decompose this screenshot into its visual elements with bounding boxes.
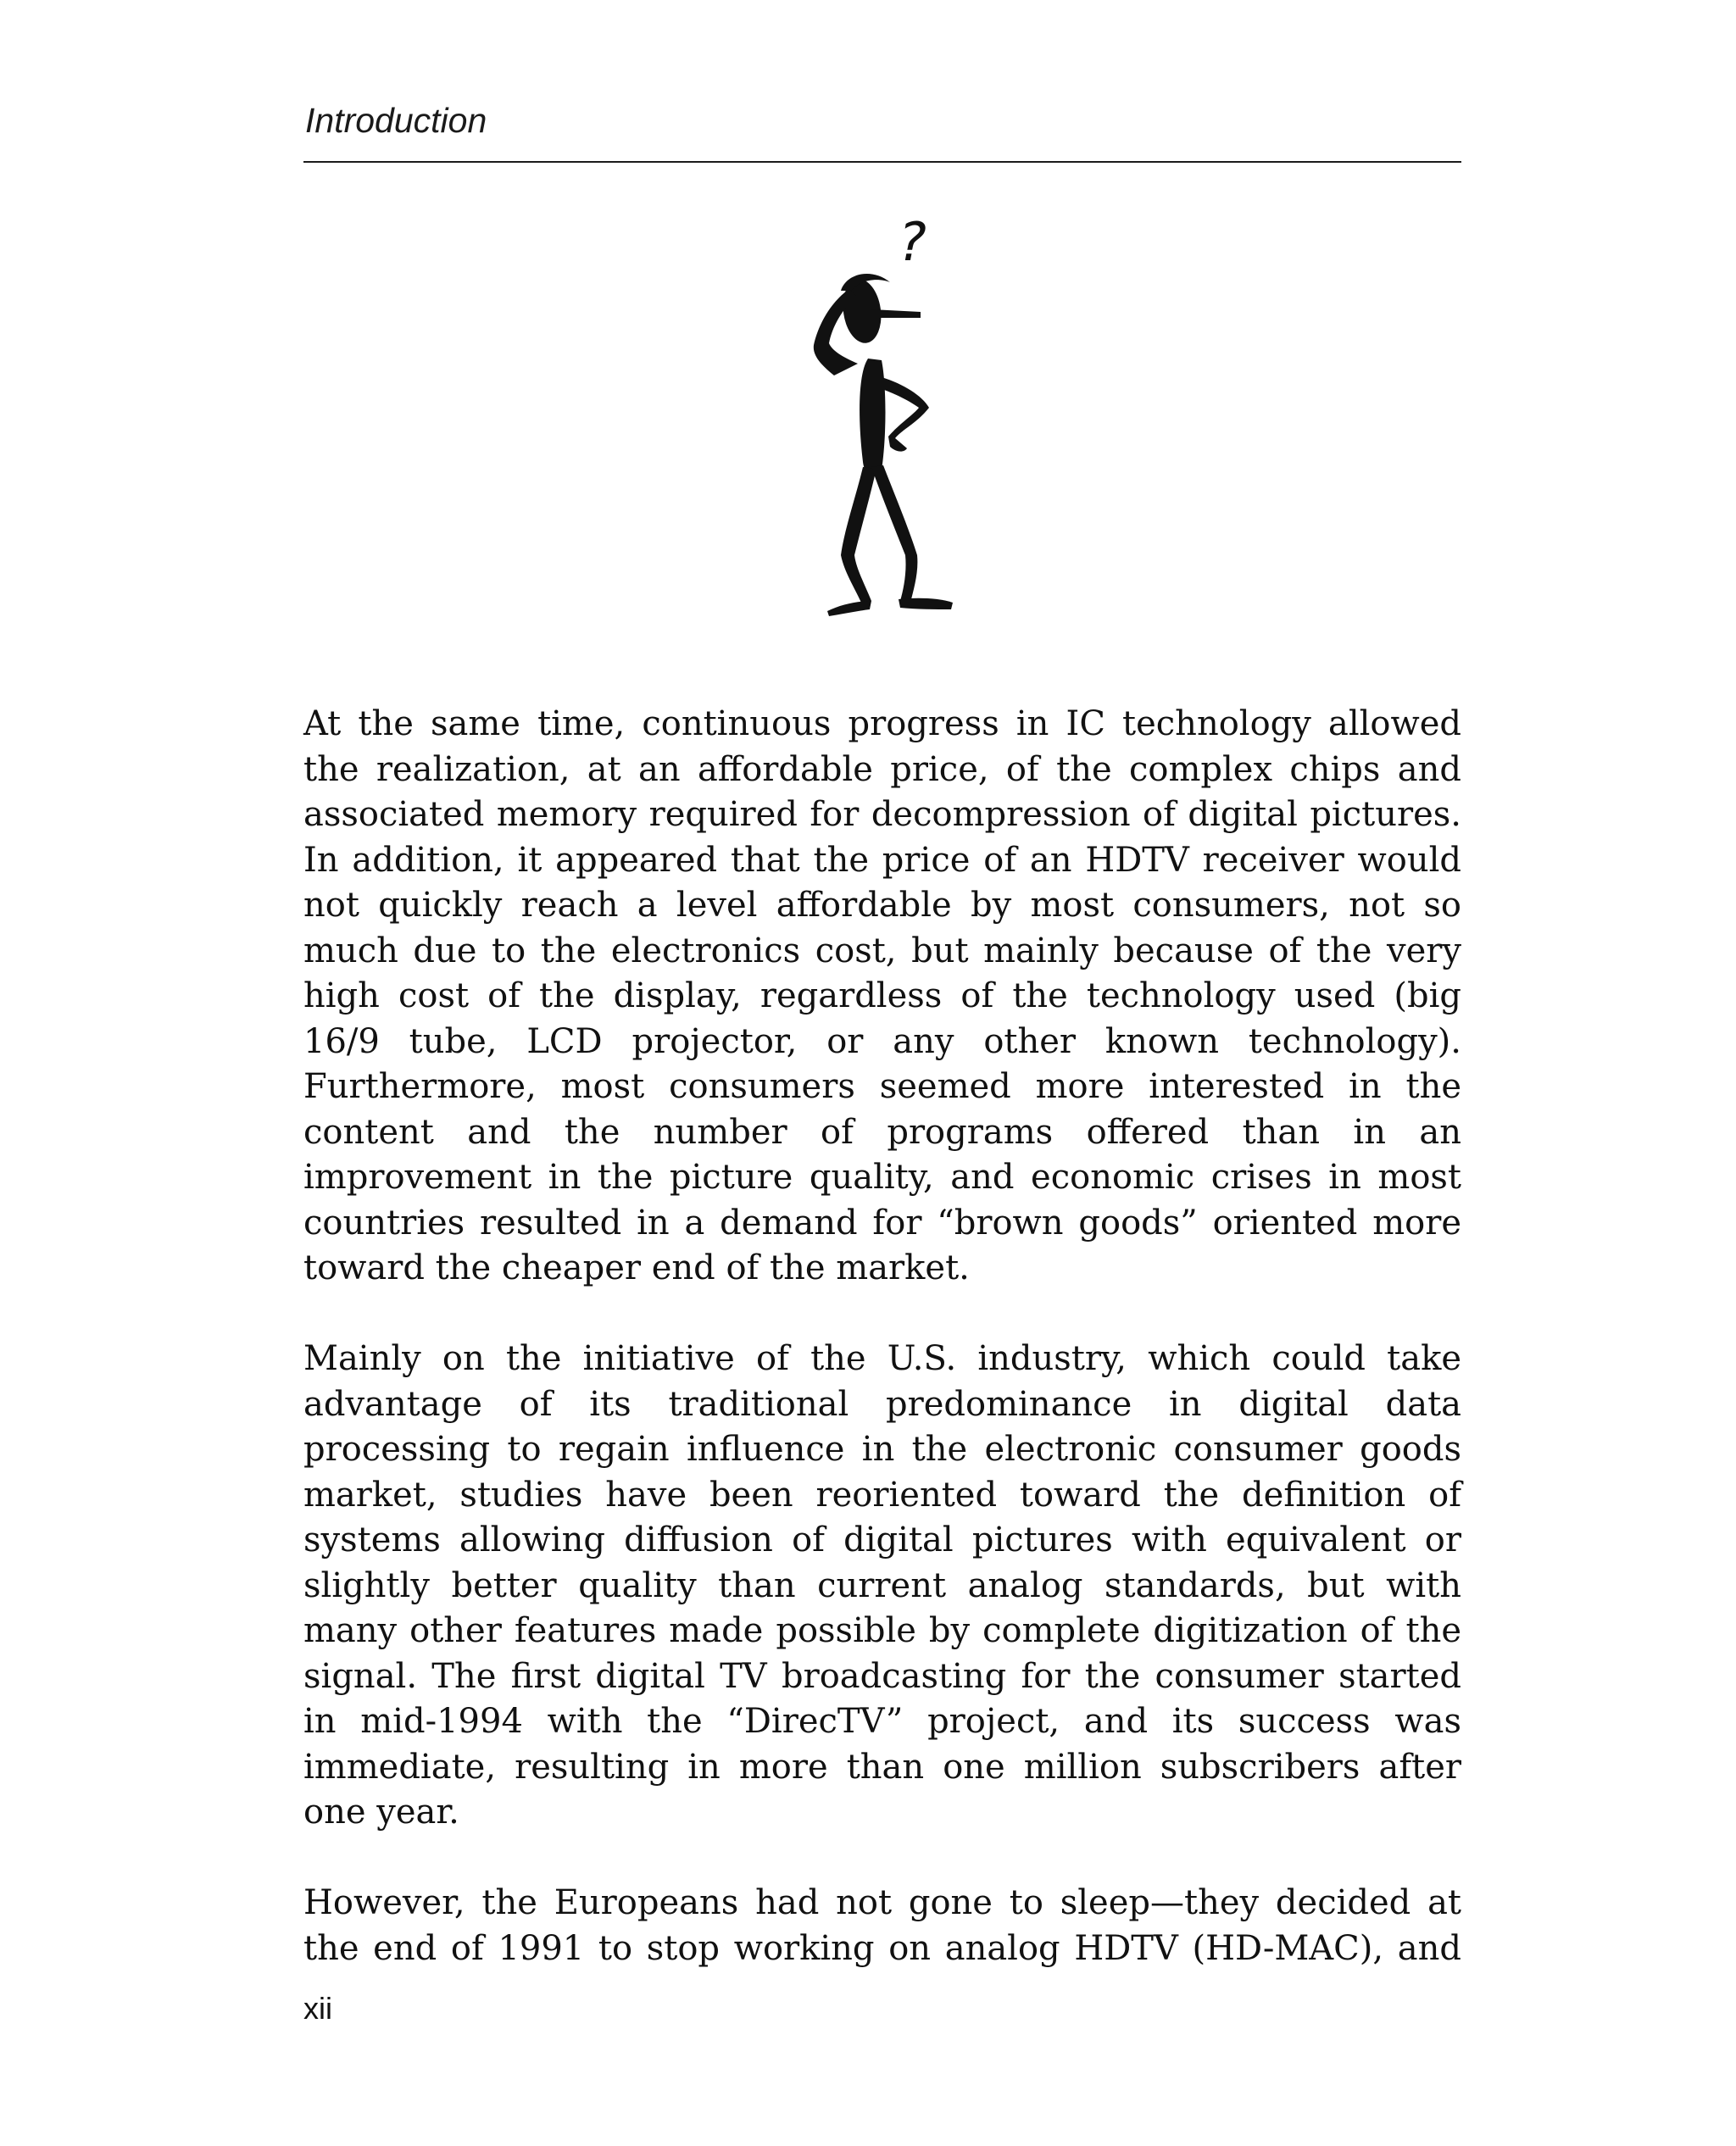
paragraph-2: Mainly on the initiative of the U.S. industry, which could take advantage of its traditional predominance in digital data processing to regain influence in the electronic consumer goods market, studies have been reoriented toward the definition of systems allowing diffusion of digital pictures with equivalent or slightly better quality than current analog standards, but with many other features made possible by complete digitization of the signal. The first digital TV broadcasting for the consumer started in mid-1994 with the “DirecTV” project, and its success was immediate, resulting in more than one million subscribers after one year.: [303, 1339, 1461, 1832]
running-head-title: Introduction: [305, 101, 487, 140]
page-number: xii: [303, 1991, 332, 2026]
question-mark-glyph: ?: [899, 211, 926, 273]
body-text: [303, 702, 1461, 2017]
confused-stick-figure-icon: [763, 208, 1009, 648]
header-rule: [303, 161, 1461, 163]
paragraph-1: At the same time, continuous progress in IC technology allowed the realization, at an affordable price, of the complex chips and associated memory required for decompression of digital pictures. In addition, it appeared that the price of an HDTV receiver would not quickly reach a level affordable by most consumers, not so much due to the electronics cost, but mainly because of the very high cost of the display, regardless of the technology used (big 16/9 tube, LCD projector, or any other known technology). Furthermore, most consumers seemed more interested in the content and the number of programs offered than in an improvement in the picture quality, and economic crises in most countries resulted in a demand for “brown goods” oriented more toward the cheaper end of the market.: [303, 704, 1461, 1287]
paragraph-3: However, the Europeans had not gone to sleep—they decided at the end of 1991 to stop working on analog HDTV (HD-MAC), and: [303, 1883, 1461, 1968]
